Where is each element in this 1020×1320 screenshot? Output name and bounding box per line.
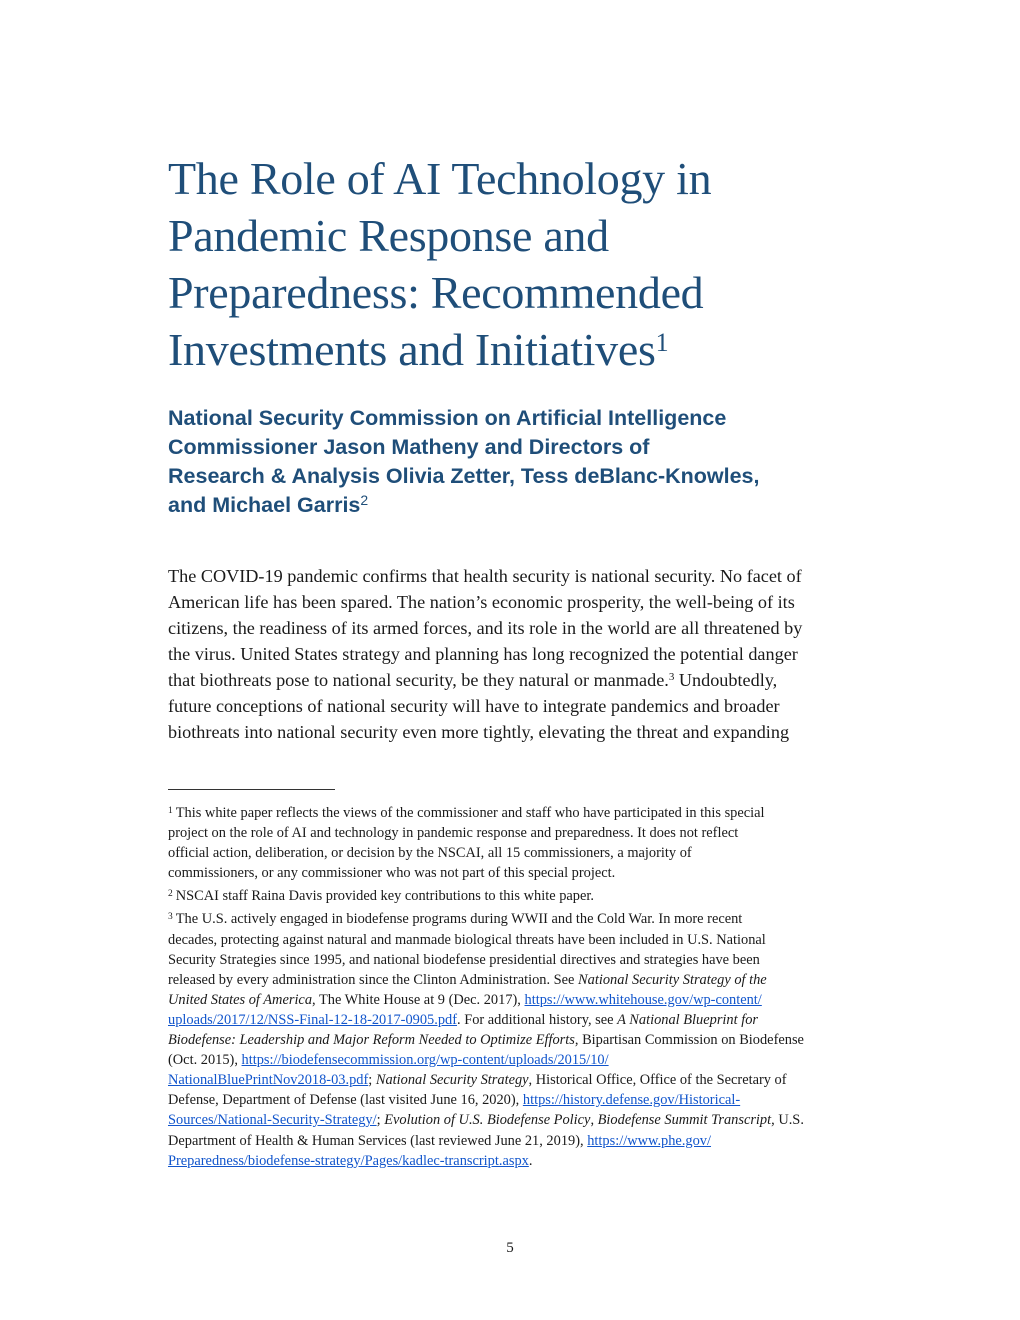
footnote-text: , U.S. (771, 1112, 804, 1129)
footnote-text: This white paper reflects the views of the commissioner and staff who have participated in this special (175, 805, 765, 821)
footnote-line (168, 1010, 848, 1030)
body-paragraph (168, 563, 858, 745)
footnote-line: decades, protecting against natural and manmade biological threats have been included in U.S. National (168, 931, 766, 948)
footnote-line (168, 1131, 848, 1151)
footnote-line (168, 1050, 848, 1070)
footnote-text: (Oct. 2015), (168, 1052, 242, 1069)
footnotes-section (168, 803, 848, 1174)
title-line: Preparedness: Recommended (168, 267, 704, 318)
footnote-2 (168, 886, 848, 906)
history-defense-link[interactable]: Sources/National-Security-Strategy/ (168, 1112, 377, 1129)
footnote-ref-3[interactable]: 3 (668, 671, 675, 683)
biodefense-commission-link[interactable]: NationalBluePrintNov2018-03.pdf (168, 1072, 369, 1089)
footnote-text: , The White House at 9 (Dec. 2017), (312, 991, 525, 1008)
footnote-number: 3 (168, 912, 173, 923)
citation-title: Biodefense: Leadership and Major Reform Needed to Optimize Efforts (168, 1032, 575, 1049)
whitehouse-link[interactable]: uploads/2017/12/NSS-Final-12-18-2017-0905.pdf (168, 1011, 458, 1028)
footnote-line (168, 1151, 848, 1171)
footnote-line (168, 909, 848, 929)
footnote-line (168, 803, 848, 823)
footnote-number: 1 (168, 806, 173, 816)
footnote-text: ; (368, 1072, 376, 1089)
author-line-text: and Michael Garris (168, 493, 361, 517)
footnote-line (168, 990, 848, 1010)
footnote-text: released by every administration since the Clinton Administration. See (168, 971, 579, 988)
footnote-text: NSCAI staff Raina Davis provided key contributions to this white paper. (175, 888, 594, 905)
footnote-line (168, 886, 848, 906)
phe-link[interactable]: https://www.phe.gov/ (587, 1132, 712, 1149)
footnote-ref-1[interactable]: 1 (655, 328, 669, 357)
title-line: Pandemic Response and (168, 210, 609, 261)
body-line: biothreats into national security even more tightly, elevating the threat and expanding (168, 722, 790, 742)
footnote-line: Security Strategies since 1995, and national biodefense presidential directives and strategies have been (168, 951, 760, 968)
citation-title: Biodefense Summit Transcript (597, 1112, 772, 1129)
footnote-line (168, 1070, 848, 1090)
footnote-1 (168, 803, 848, 883)
footnote-text: , Historical Office, Office of the Secretary of (528, 1072, 787, 1089)
body-line: The COVID-19 pandemic confirms that health security is national security. No facet of (168, 566, 802, 586)
footnote-line (168, 1090, 848, 1110)
author-line (168, 491, 888, 520)
author-line: Commissioner Jason Matheny and Directors of (168, 435, 650, 459)
footnote-ref-2[interactable]: 2 (360, 492, 369, 508)
title-line: The Role of AI Technology in (168, 153, 712, 204)
body-line (168, 667, 858, 693)
footnote-text: Defense, Department of Defense (last visited June 16, 2020), (168, 1092, 523, 1109)
footnote-text: . (528, 1152, 533, 1169)
body-text-segment: that biothreats pose to national security, be they natural or manmade. (168, 670, 669, 690)
author-block (168, 404, 888, 520)
footnote-line: official action, deliberation, or decision by the NSCAI, all 15 commissioners, a majority of (168, 845, 692, 862)
footnote-number: 2 (168, 889, 173, 900)
footnote-text: , (590, 1112, 598, 1129)
footnote-text: ; (376, 1112, 385, 1129)
footnote-line (168, 1030, 848, 1050)
footnote-text: . For additional history, see (457, 1011, 618, 1028)
footnote-text: , Bipartisan Commission on Biodefense (574, 1032, 804, 1049)
body-line: citizens, the readiness of its armed forces, and its role in the world are all threatened by (168, 618, 803, 638)
document-title (168, 150, 868, 378)
citation-title: National Security Strategy of the (578, 971, 767, 988)
whitehouse-link[interactable]: https://www.whitehouse.gov/wp-content/ (524, 991, 762, 1008)
citation-title: United States of America (168, 991, 313, 1008)
history-defense-link[interactable]: https://history.defense.gov/Historical- (522, 1092, 741, 1109)
page-number: 5 (506, 1240, 514, 1256)
citation-title: National Security Strategy (375, 1072, 529, 1089)
citation-title: Evolution of U.S. Biodefense Policy (384, 1112, 591, 1129)
title-line-text: Investments and Initiatives (168, 324, 656, 375)
author-line: Research & Analysis Olivia Zetter, Tess deBlanc-Knowles, (168, 464, 760, 488)
body-text-segment: Undoubtedly, (674, 670, 778, 690)
footnote-text: Department of Health & Human Services (last reviewed June 21, 2019), (168, 1132, 588, 1149)
footnote-line (168, 1110, 848, 1130)
footnote-line (168, 970, 848, 990)
footnote-text: The U.S. actively engaged in biodefense programs during WWII and the Cold War. In more recent (175, 911, 743, 928)
footnote-3 (168, 909, 848, 1170)
footnote-line: commissioners, or any commissioner who was not part of this special project. (168, 865, 616, 882)
author-line: National Security Commission on Artificial Intelligence (168, 406, 727, 430)
footnote-separator (168, 789, 335, 790)
title-line (168, 321, 868, 378)
phe-link[interactable]: Preparedness/biodefense-strategy/Pages/kadlec-transcript.aspx (168, 1152, 529, 1169)
body-line: American life has been spared. The nation’s economic prosperity, the well-being of its (168, 592, 795, 612)
footnote-line: project on the role of AI and technology in pandemic response and preparedness. It does not reflect (168, 825, 739, 842)
citation-title: A National Blueprint for (617, 1011, 759, 1028)
biodefense-commission-link[interactable]: https://biodefensecommission.org/wp-content/uploads/2015/10/ (241, 1052, 609, 1069)
body-line: the virus. United States strategy and planning has long recognized the potential danger (168, 644, 798, 664)
body-line: future conceptions of national security will have to integrate pandemics and broader (168, 696, 780, 716)
